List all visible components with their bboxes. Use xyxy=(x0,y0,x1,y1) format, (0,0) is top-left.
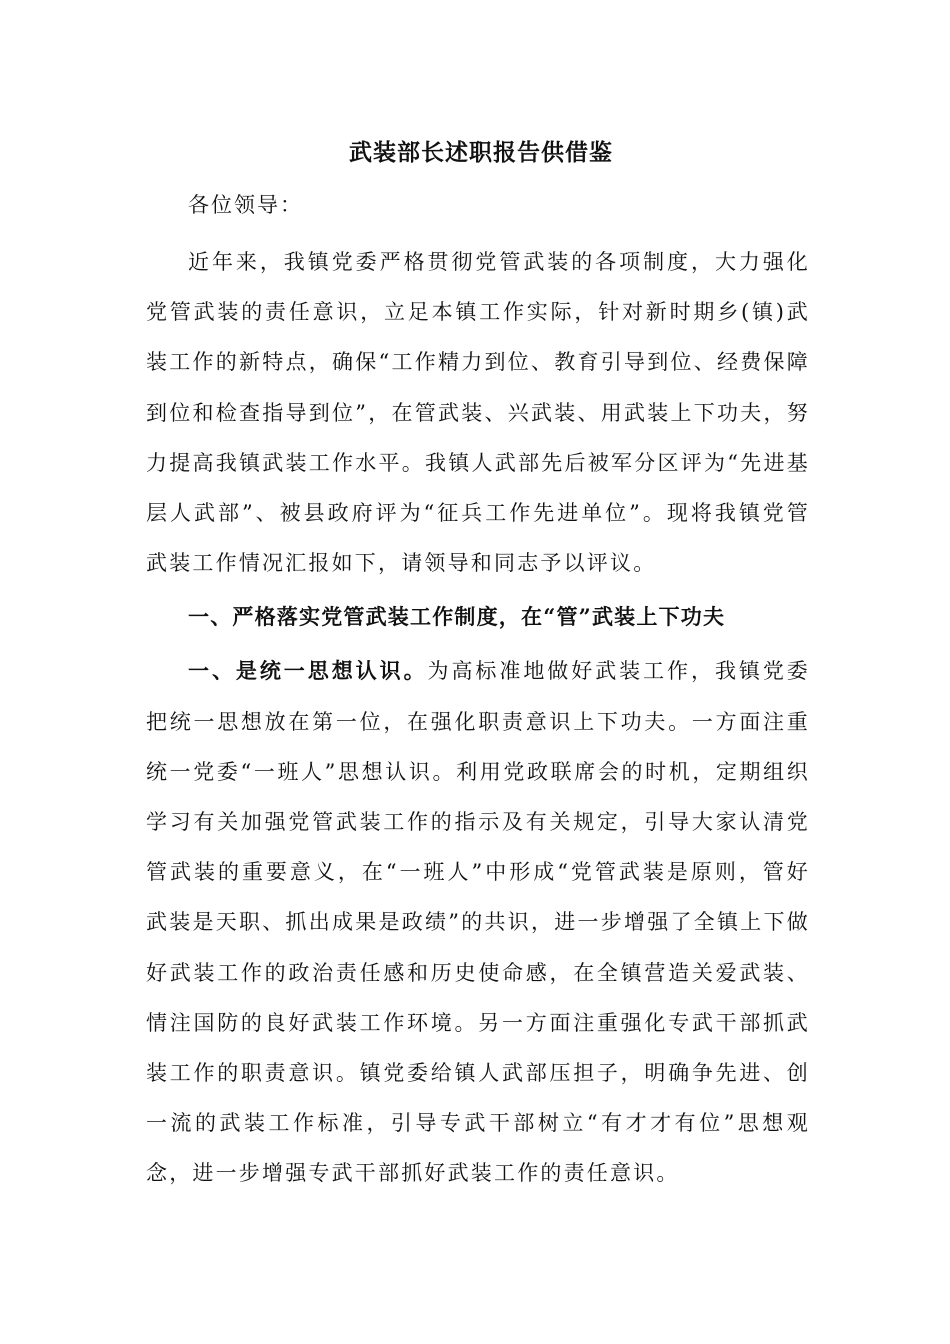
paragraph-body: 为高标准地做好武装工作，我镇党委把统一思想放在第一位，在强化职责意识上下功夫。一方面注重统一党委“一班人”思想认识。利用党政联席会的时机，定期组织学习有关加强党管武装工作的指示及有关规定，引导大家认清党管武装的重要意义，在“一班人”中形成“党管武装是原则，管好武装是天职、抓出成果是政绩”的共识，进一步增强了全镇上下做好武装工作的政治责任感和历史使命感，在全镇营造关爱武装、情注国防的良好武装工作环境。另一方面注重强化专武干部抓武装工作的职责意识。镇党委给镇人武部压担子，明确争先进、创一流的武装工作标准，引导专武干部树立“有才才有位”思想观念，进一步增强专武干部抓好武装工作的责任意识。 xyxy=(146,659,811,1186)
paragraph-intro: 近年来，我镇党委严格贯彻党管武装的各项制度，大力强化党管武装的责任意识，立足本镇工作实际，针对新时期乡(镇)武装工作的新特点，确保“工作精力到位、教育引导到位、经费保障到位和检查指导到位”，在管武装、兴武装、用武装上下功夫，努力提高我镇武装工作水平。我镇人武部先后被军分区评为“先进基层人武部”、被县政府评为“征兵工作先进单位”。现将我镇党管武装工作情况汇报如下，请领导和同志予以评议。 xyxy=(146,250,810,576)
paragraph-unify-thinking xyxy=(146,646,810,1198)
document-title: 武装部长述职报告供借鉴 xyxy=(349,139,613,166)
paragraph-lead: 一、是统一思想认识。 xyxy=(188,658,428,684)
salutation: 各位领导： xyxy=(188,193,303,217)
section-heading-1: 一、严格落实党管武装工作制度，在“管”武装上下功夫 xyxy=(188,604,726,630)
